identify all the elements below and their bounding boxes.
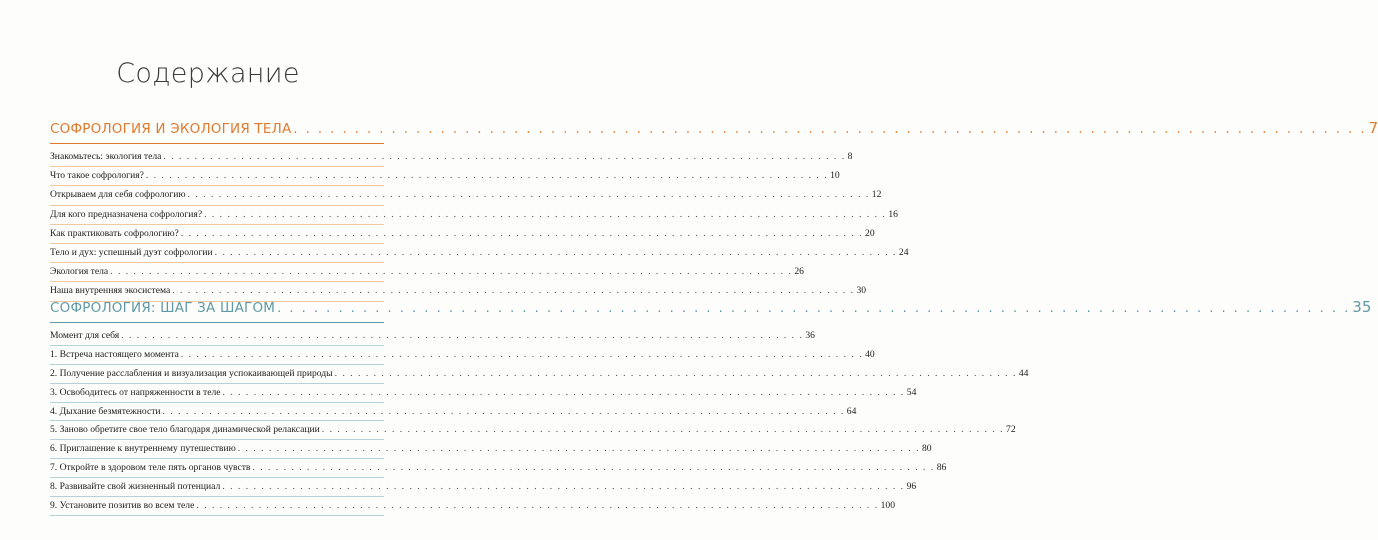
entry-title: Наша внутренняя экосистема — [50, 285, 171, 297]
toc-entry[interactable] — [50, 440, 932, 458]
entry-page-number: 40 — [865, 348, 875, 360]
entry-title: Экология тела — [50, 266, 109, 278]
entry-page-number: 20 — [865, 227, 875, 239]
toc-entry-wrapper — [50, 497, 895, 516]
entry-page-number: 16 — [888, 208, 898, 220]
dot-leader: . . . . . . . . . . . . . . . . . . . . . . . . . . . . . . . . . . . . . . . . . . . . . . . . . . . . . . . . . . . . . . . . . . . . . . . . . . . . . . . . . . . . . . . . — [277, 301, 1351, 316]
entry-page-number: 80 — [921, 443, 932, 455]
dot-leader: . . . . . . . . . . . . . . . . . . . . . . . . . . . . . . . . . . . . . . . . . . . . . . . . . . . . . . . . . . . . . . . . . . . . . . . . . . . . . . . . . . . . . . . . — [222, 481, 905, 493]
toc-entry[interactable] — [50, 497, 895, 515]
entry-title: Как практиковать софрологию? — [50, 227, 179, 239]
entry-title: 5. Заново обретите свое тело благодаря динамической релаксации — [50, 424, 320, 436]
entry-page-number: 8 — [847, 151, 853, 162]
page-title: Содержание — [116, 58, 300, 89]
section-page-number: 7 — [1368, 119, 1378, 137]
entry-title: 9. Установите позитив во всем теле — [50, 500, 195, 512]
entry-title: Что такое софрология? — [50, 170, 144, 182]
toc-entry[interactable] — [50, 244, 909, 262]
dot-leader: . . . . . . . . . . . . . . . . . . . . . . . . . . . . . . . . . . . . . . . . . . . . . . . . . . . . . . . . . . . . . . . . . . . . . . . . . . . . . . . . . . . . . . . . — [293, 122, 1367, 137]
entry-page-number: 96 — [906, 481, 917, 493]
section-heading[interactable] — [50, 119, 1378, 141]
toc-entry-wrapper — [50, 206, 898, 225]
toc-entry[interactable] — [50, 346, 875, 364]
toc-entry-wrapper — [50, 327, 815, 346]
dot-leader: . . . . . . . . . . . . . . . . . . . . . . . . . . . . . . . . . . . . . . . . . . . . . . . . . . . . . . . . . . . . . . . . . . . . . . . . . . . . . . . . . . . . . . . . — [145, 170, 829, 182]
toc-entry-wrapper — [50, 167, 840, 186]
dot-leader: . . . . . . . . . . . . . . . . . . . . . . . . . . . . . . . . . . . . . . . . . . . . . . . . . . . . . . . . . . . . . . . . . . . . . . . . . . . . . . . . . . . . . . . . — [222, 386, 905, 398]
section-title: СОФРОЛОГИЯ: ШАГ ЗА ШАГОМ — [50, 300, 276, 316]
toc-entry-wrapper — [50, 478, 917, 497]
dot-leader: . . . . . . . . . . . . . . . . . . . . . . . . . . . . . . . . . . . . . . . . . . . . . . . . . . . . . . . . . . . . . . . . . . . . . . . . . . . . . . . . . . . . . . . . — [162, 405, 845, 417]
entry-page-number: 24 — [898, 246, 909, 258]
dot-leader: . . . . . . . . . . . . . . . . . . . . . . . . . . . . . . . . . . . . . . . . . . . . . . . . . . . . . . . . . . . . . . . . . . . . . . . . . . . . . . . . . . . . . . . . — [180, 348, 864, 360]
toc-entry-wrapper — [50, 263, 804, 282]
entry-page-number: 26 — [794, 266, 804, 278]
toc-entry[interactable] — [50, 167, 840, 185]
toc-entry[interactable] — [50, 263, 804, 281]
toc-entry-wrapper — [50, 365, 1029, 384]
toc-entry-wrapper — [50, 459, 947, 478]
dot-leader: . . . . . . . . . . . . . . . . . . . . . . . . . . . . . . . . . . . . . . . . . . . . . . . . . . . . . . . . . . . . . . . . . . . . . . . . . . . . . . . . . . . . . . . . — [321, 424, 1005, 436]
entry-title: Для кого предназначена софрология? — [50, 208, 203, 220]
entry-page-number: 44 — [1018, 367, 1029, 379]
toc-section-ecology — [50, 119, 1378, 302]
entry-title: Момент для себя — [50, 330, 120, 341]
dot-leader: . . . . . . . . . . . . . . . . . . . . . . . . . . . . . . . . . . . . . . . . . . . . . . . . . . . . . . . . . . . . . . . . . . . . . . . . . . . . . . . . . . . . . . . . — [252, 462, 935, 474]
entry-page-number: 36 — [805, 330, 815, 341]
entry-title: 6. Приглашение к внутреннему путешествию — [50, 443, 236, 455]
toc-entry-wrapper — [50, 440, 932, 459]
section-page-number: 35 — [1352, 298, 1372, 316]
toc-entry[interactable] — [50, 225, 875, 243]
entry-page-number: 12 — [871, 189, 882, 201]
toc-entry[interactable] — [50, 186, 882, 204]
dot-leader: . . . . . . . . . . . . . . . . . . . . . . . . . . . . . . . . . . . . . . . . . . . . . . . . . . . . . . . . . . . . . . . . . . . . . . . . . . . . . . . . . . . . . . . . — [237, 443, 920, 455]
toc-entry[interactable] — [50, 459, 947, 477]
dot-leader: . . . . . . . . . . . . . . . . . . . . . . . . . . . . . . . . . . . . . . . . . . . . . . . . . . . . . . . . . . . . . . . . . . . . . . . . . . . . . . . . . . . . . . . . — [110, 266, 793, 278]
dot-leader: . . . . . . . . . . . . . . . . . . . . . . . . . . . . . . . . . . . . . . . . . . . . . . . . . . . . . . . . . . . . . . . . . . . . . . . . . . . . . . . . . . . . . . . . — [187, 189, 870, 201]
dot-leader: . . . . . . . . . . . . . . . . . . . . . . . . . . . . . . . . . . . . . . . . . . . . . . . . . . . . . . . . . . . . . . . . . . . . . . . . . . . . . . . . . . . . . . . . — [334, 367, 1017, 379]
toc-entry-wrapper — [50, 225, 875, 244]
toc-entry[interactable] — [50, 478, 917, 496]
entry-title: 7. Откройте в здоровом теле пять органов чувств — [50, 462, 251, 474]
toc-entry-list — [50, 148, 909, 302]
toc-entry-list — [50, 327, 1029, 516]
toc-entry-wrapper — [50, 346, 875, 365]
dot-leader: . . . . . . . . . . . . . . . . . . . . . . . . . . . . . . . . . . . . . . . . . . . . . . . . . . . . . . . . . . . . . . . . . . . . . . . . . . . . . . . . . . . . . . . . — [180, 227, 864, 239]
toc-entry[interactable] — [50, 206, 898, 224]
toc-entry[interactable] — [50, 421, 1016, 439]
toc-entry[interactable] — [50, 148, 853, 166]
entry-title: 2. Получение расслабления и визуализация успокаивающей природы — [50, 367, 333, 379]
dot-leader: . . . . . . . . . . . . . . . . . . . . . . . . . . . . . . . . . . . . . . . . . . . . . . . . . . . . . . . . . . . . . . . . . . . . . . . . . . . . . . . . . . . . . . . . — [196, 500, 879, 512]
dot-leader: . . . . . . . . . . . . . . . . . . . . . . . . . . . . . . . . . . . . . . . . . . . . . . . . . . . . . . . . . . . . . . . . . . . . . . . . . . . . . . . . . . . . . . . . — [214, 246, 897, 258]
dot-leader: . . . . . . . . . . . . . . . . . . . . . . . . . . . . . . . . . . . . . . . . . . . . . . . . . . . . . . . . . . . . . . . . . . . . . . . . . . . . . . . . . . . . . . . . — [172, 285, 855, 297]
entry-page-number: 10 — [830, 170, 840, 182]
entry-page-number: 64 — [846, 405, 857, 417]
section-divider — [50, 322, 384, 323]
entry-page-number: 30 — [856, 285, 867, 297]
toc-entry-wrapper — [50, 186, 882, 205]
toc-entry-wrapper — [50, 421, 1016, 440]
section-heading[interactable] — [50, 298, 1372, 320]
entry-title: 1. Встреча настоящего момента — [50, 348, 179, 360]
toc-entry-wrapper — [50, 384, 917, 403]
toc-entry[interactable] — [50, 384, 917, 402]
entry-page-number: 72 — [1006, 424, 1016, 436]
entry-title: Знакомьтесь: экология тела — [50, 151, 162, 162]
toc-entry-wrapper — [50, 148, 853, 167]
toc-entry-wrapper — [50, 403, 857, 422]
entry-title: Открываем для себя софрологию — [50, 189, 186, 201]
entry-page-number: 86 — [936, 462, 947, 474]
section-title: СОФРОЛОГИЯ И ЭКОЛОГИЯ ТЕЛА — [50, 121, 292, 137]
toc-entry[interactable] — [50, 365, 1029, 383]
toc-entry[interactable] — [50, 403, 857, 421]
entry-title: 3. Освободитесь от напряженности в теле — [50, 386, 221, 398]
toc-entry[interactable] — [50, 327, 815, 345]
dot-leader: . . . . . . . . . . . . . . . . . . . . . . . . . . . . . . . . . . . . . . . . . . . . . . . . . . . . . . . . . . . . . . . . . . . . . . . . . . . . . . . . . . . . . . . . — [163, 151, 846, 162]
dot-leader: . . . . . . . . . . . . . . . . . . . . . . . . . . . . . . . . . . . . . . . . . . . . . . . . . . . . . . . . . . . . . . . . . . . . . . . . . . . . . . . . . . . . . . . . — [204, 208, 887, 220]
dot-leader: . . . . . . . . . . . . . . . . . . . . . . . . . . . . . . . . . . . . . . . . . . . . . . . . . . . . . . . . . . . . . . . . . . . . . . . . . . . . . . . . . . . . . . . . — [121, 330, 804, 341]
entry-title: Тело и дух: успешный дуэт софрологии — [50, 246, 213, 258]
toc-entry-wrapper — [50, 244, 909, 263]
toc-section-step-by-step — [50, 298, 1372, 516]
entry-title: 4. Дыхание безмятежности — [50, 405, 161, 417]
entry-title: 8. Развивайте свой жизненный потенциал — [50, 481, 221, 493]
entry-page-number: 100 — [880, 500, 895, 512]
entry-divider — [50, 515, 384, 516]
entry-page-number: 54 — [906, 386, 917, 398]
section-divider — [50, 143, 384, 144]
